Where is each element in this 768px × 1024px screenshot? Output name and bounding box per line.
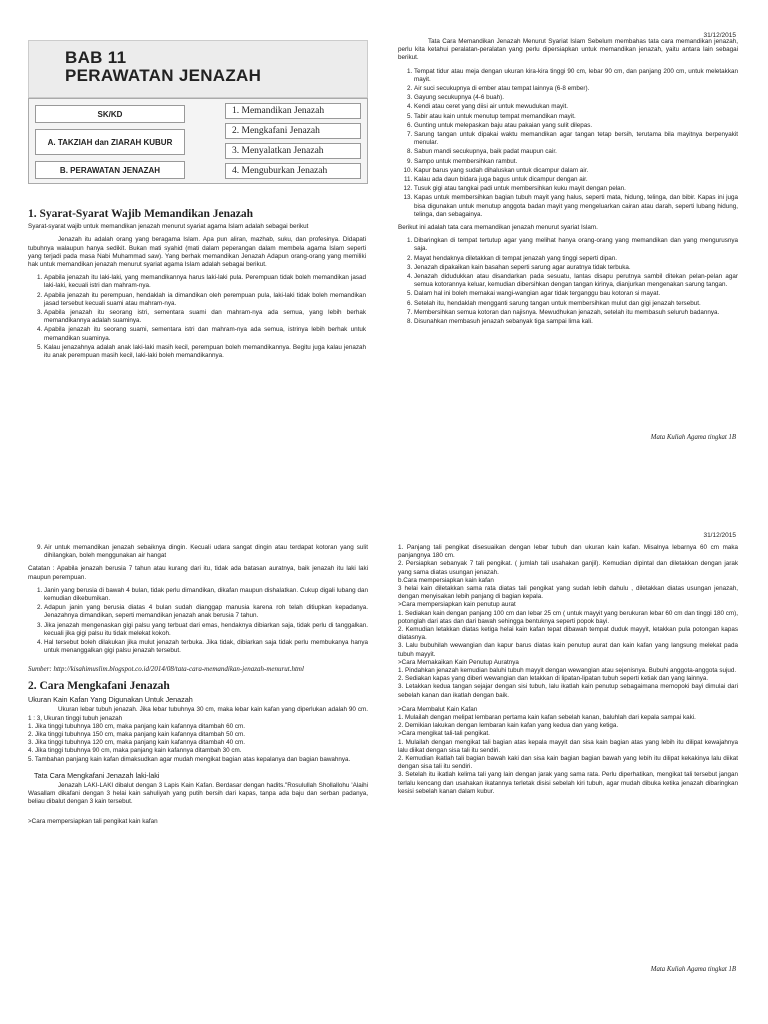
list-item: 10. Kapur barus yang sudah dihaluskan untuk dicampur dalam air. [414,167,738,175]
list-item: 3. Jenazah dipakaikan kain basahan seperti sarung agar auratnya tidak terbuka. [414,264,738,272]
text-line: >Cara mengikat tali-tali pengikat. [398,730,490,738]
text-line: 1. Panjang tali pengikat disesuaikan dengan lebar tubuh dan ukuran kain kafan. Misalnya lebarnya 60 cm maka panjangnya 180 cm. [398,544,738,560]
text-line: Ukuran lebar tubuh jenazah. Jika lebar tubuhnya 30 cm, maka lebar kain kafan yang diperlukan adalah 90 cm. 1 : 3, Ukuran tinggi tubuh jenazah [28,706,368,722]
list-item: 2. Air suci secukupnya di ember atau tempat lainnya (6-8 ember). [414,85,738,93]
procedure-list [398,237,738,326]
section-1-title: 1. Syarat-Syarat Wajib Memandikan Jenazah [28,208,254,220]
list-item: 1. Janin yang berusia di bawah 4 bulan, tidak perlu dimandikan, dikafan maupun dishalatkan. Cukup digali lubang dan kemudian dikebumikan. [44,587,368,603]
list-item: 9. Sampo untuk membersihkan rambut. [414,158,738,166]
left-bottom-note: >Cara mempersiapkan tali pengikat kain kafan [28,817,158,825]
text-line: 2. Sediakan kapas yang diberi wewangian dan letakkan di lipatan-lipatan tubuh seperti ketiak dan yang lainnya. [398,675,709,683]
page-footer: Mata Kuliah Agama tingkat 1B [650,966,736,973]
section-1-intro: Syarat-syarat wajib untuk memandikan jenazah menurut syariat agama Islam adalah sebagai berikut [28,223,309,231]
text-line: 3 helai kain diletakkan sama rata diatas tali pengikat yang sudah lebih dahulu , diletakkan diatas usungan jenazah, dengan menyisakan lebih panjang di bagian kepala. [398,585,738,601]
list-item: 5. Kalau jenazahnya adalah anak laki-laki masih kecil, perempuan boleh memandikannya. Begitu juga kalau jenazah itu anak perempuan masih kecil, laki-laki boleh memandikannya. [44,344,366,360]
list-item: 9. Air untuk memandikan jenazah sebaiknya dingin. Kecuali udara sangat dingin atau terdapat kotoran yang sulit dihilangkan, boleh menggunakan air hangat [44,544,368,560]
equipment-list [398,68,738,219]
text-line: >Cara mempersiapkan kain penutup aurat [398,601,516,609]
list-item: 1. Tempat tidur atau meja dengan ukuran kira-kira tinggi 90 cm, lebar 90 cm, dan panjang 200 cm, untuk meletakkan mayit. [414,68,738,84]
text-line: 2. Kemudian letakkan diatas ketiga helai kain kafan tepat dibawah tempat duduk mayyit, letakkan pula potongan kapas diatasnya. [398,626,738,642]
section-2-subtitle: Ukuran Kain Kafan Yang Digunakan Untuk Jenazah [28,695,193,705]
list-item: 8. Disunahkan membasuh jenazah sebanyak tiga sampai lima kali. [414,318,738,326]
text-line: 2. Kemudian ikatlah tali bagian bawah kaki dan sisa kain bagian bagian bawah yang lebih itu dilipat kekakinya lalu diikat dengan sisa tali itu sendiri. [398,755,738,771]
list-item: 6. Setelah itu, hendaklah mengganti sarung tangan untuk membersihkan mulut dan gigi jenazah tersebut. [414,300,738,308]
topic-1: 1. Memandikan Jenazah [225,103,361,119]
list-item: 7. Sarung tangan untuk dipakai waktu memandikan agar tangan tetap bersih, terutama bila mayitnya berpenyakit menular. [414,131,738,147]
section-2-paragraph: Jenazah LAKI-LAKI dibalut dengan 3 Lapis Kain Kafan. Berdasar dengan hadits."Rosulullah Shollallohu 'Alaihi Wasallam dikafani dengan 3 helai kain sahuliyah yang putih bersih dari kapas, tanpa ada baju dan serban padanya, beliau dibalut dengan 3 kain tersebut. [28,781,368,806]
list-item: 5. Tabir atau kain untuk menutup tempat memandikan mayit. [414,113,738,121]
chapter-title-box [28,40,368,98]
text-line: 2. Demikian lakukan dengan lembaran kain kafan yang kedua dan yang ketiga. [398,722,619,730]
text-line: 1. Sediakan kain dengan panjang 100 cm dan lebar 25 cm ( untuk mayyit yang berukuran lebar 60 cm dan tinggi 180 cm), potonglah dari atas dan dari bawah sehingga bentuknya seperti popok bayi. [398,609,738,625]
source-label: Sumber: [28,665,52,674]
list-item: 4. Hal tersebut boleh dilakukan jika mulut jenazah terbuka. Jika tidak, dibiarkan saja tidak perlu membukanya hanya untuk menanggalkan gigi palsu jenazah tersebut. [44,639,368,655]
text-line: 3. Setelah itu ikatlah kelima tali yang lain dengan jarak yang sama rata. Perlu diperhatikan, mengikat tali tersebut jangan terlalu kencang dan usahakan ikatannya terletak disisi sebelah kiri tubuh, agar mudah dibuka ketika jenazah dibaringkan kesisi sebelah kanan dalam kubur. [398,771,738,795]
source-citation [28,665,368,674]
list-item: 7. Membersihkan semua kotoran dan najisnya. Mewudhukan jenazah, setelah itu membasuh seluruh badannya. [414,309,738,317]
sk-kd-label: SK/KD [35,105,185,123]
list-item: 12. Tusuk gigi atau tangkai padi untuk membersihkan kuku mayit dengan pelan. [414,185,738,193]
text-line: 5. Tambahan panjang kain kafan dimaksudkan agar mudah mengikat bagian atas kepalanya dan bagian bawahnya. [28,755,351,763]
procedure-intro: Berikut ini adalah tata cara memandikan jenazah menurut syariat Islam. [398,224,598,232]
competency-map [28,98,368,184]
text-line: 3. Letakkan kedua tangan sejajar dengan sisi tubuh, lalu ikatlah kain penutup sebagaimana memopoki bayi dimulai dari sebelah kanan dan ikatlah dengan baik. [398,683,738,699]
section-1-list [28,274,366,360]
sk-item-a: A. TAKZIAH dan ZIARAH KUBUR [35,129,185,155]
page1-right-column [398,38,738,331]
chapter-title: PERAWATAN JENAZAH [65,66,262,85]
list-item: 2. Mayat hendaknya diletakkan di tempat jenazah yang tinggi seperti dipan. [414,255,738,263]
note-text: Catatan : Apabila jenazah berusia 7 tahun atau kurang dari itu, tidak ada batasan auratnya, baik jenazah itu laki laki maupun perempuan. [28,565,368,581]
text-line: 3. Jika tinggi tubuhnya 120 cm, maka panjang kain kafannya ditambah 40 cm. [28,739,246,747]
text-line: b.Cara mempersiapkan kain kafan [398,576,494,584]
document-page-2 [0,512,768,1024]
text-line: 1. Pindahkan jenazah kemudian baluhi tubuh mayyit dengan wewangian atau sejenisnya. Bubuhi anggota-anggota sujud. [398,667,737,675]
list-item: 4. Jenazah didudukkan atau disandarkan pada sesuatu, lantas disapu perutnya sambil ditekan pelan-pelan agar semua kotorannya keluar, kemudian dibersihkan dengan tangan kirinya, dianjurkan mengenakan sarung tangan. [414,273,738,289]
page-date: 31/12/2015 [703,532,736,539]
text-line: 4. Jika tinggi tubuhnya 90 cm, maka panjang kain kafannya ditambah 30 cm. [28,747,242,755]
equipment-intro: Tata Cara Memandikan Jenazah Menurut Syariat Islam Sebelum membahas tata cara memandikan jenazah, perlu kita ketahui peralatan-peralatan yang perlu dipersiapkan untuk memandikan jenazah, yaitu antara lain sebagai berikut. [398,38,738,62]
list-item: 6. Gunting untuk melepaskan baju atau pakaian yang sulit dilepas. [414,122,738,130]
page-date: 31/12/2015 [703,32,736,39]
page2-right-column [398,544,738,796]
list-item: 4. Apabila jenazah itu seorang suami, sementara istri dan mahram-nya ada semua, istrinya lebih berhak untuk memandikan suaminya. [44,326,366,342]
list-item: 3. Gayung secukupnya (4-6 buah). [414,94,738,102]
page-footer: Mata Kuliah Agama tingkat 1B [650,434,736,441]
text-line: 2. Persiapkan sebanyak 7 tali pengikat. ( jumlah tali usahakan ganjil). Kemudian dipintal dan diletakkan dengan jarak yang sama diatas usungan jenazah. [398,560,738,576]
sk-item-b: B. PERAWATAN JENAZAH [35,161,185,179]
list-item: 8. Sabun mandi secukupnya, baik padat maupun cair. [414,148,738,156]
section-2-subtitle-2: Tata Cara Mengkafani Jenazah laki-laki [34,770,160,780]
section-1-paragraph: Jenazah itu adalah orang yang beragama Islam. Apa pun aliran, mazhab, suku, dan profesinya. Didapati tubuhnya walaupun hanya sedikit. Bukan mati syahid (mati dalam peperangan dalam membela agama Islam seperti yang terjadi pada masa Nabi Muhammad saw). Yang berhak memandikan Jenazah Adapun orang-orang yang memiliki hak untuk memandikan jenazah menurut syariat agama Islam adalah sebagai berikut. [28,236,366,269]
text-line: 3. Lalu bubuhilah wewangian dan kapur barus diatas kain penutup aurat dan kain kafan yang langsung melekat pada tubuh mayyit. [398,642,738,658]
topic-3: 3. Menyalatkan Jenazah [225,143,361,159]
list-item: 2. Adapun janin yang berusia diatas 4 bulan sudah dianggap manusia karena roh telah ditiupkan kepadanya. Jenazahnya dimandikan, seperti memandikan jenazah anak berusia 7 tahun. [44,604,368,620]
chapter-number: BAB 11 [65,48,127,67]
list-item: 5. Dalam hal ini boleh memakai wangi-wangian agar tidak terganggu bau kotoran si mayat. [414,290,738,298]
list-item: 3. Apabila jenazah itu seorang istri, sementara suami dan mahram-nya ada semua, yang lebih berhak memandikannya adalah suaminya. [44,309,366,325]
text-line: >Cara Membalut Kain Kafan [398,705,478,713]
list-item: 3. Jika jenazah mengenaskan gigi palsu yang terbuat dari emas, hendaknya dibiarkan saja, tidak perlu di tanggalkan. kecuali jika gigi palsu itu tidak melekat kokoh. [44,622,368,638]
text-line: 1. Mulailah dengan melipat lembaran pertama kain kafan sebelah kanan, baluhlah dari kepala sampai kaki. [398,714,696,722]
list-item: 11. Kalau ada daun bidara juga bagus untuk dicampur dengan air. [414,176,738,184]
list-item: 4. Kendi atau ceret yang diisi air untuk mewudukan mayit. [414,103,738,111]
text-line: >Cara Memakaikan Kain Penutup Auratnya [398,658,519,666]
topic-2: 2. Mengkafani Jenazah [225,123,361,139]
continued-list [28,544,368,560]
list-item: 1. Apabila jenazah itu laki-laki, yang memandikannya harus laki-laki pula. Perempuan tidak boleh memandikan jasad laki-laki, kecuali istri dan mahram-nya. [44,274,366,290]
list-item: 2. Apabila jenazah itu perempuan, hendaklah ia dimandikan oleh perempuan pula, laki-laki tidak boleh memandikan jasad tersebut kecuali suami atau mahram-nya. [44,292,366,308]
text-line: 1. Jika tinggi tubuhnya 180 cm, maka panjang kain kafannya ditambah 60 cm. [28,722,246,730]
janin-list [28,587,368,656]
page2-left-column [28,544,368,826]
list-item: 13. Kapas untuk membersihkan bagian tubuh mayit yang halus, seperti mata, hidung, telinga, dan bibir. Kapas ini juga bisa digunakan untuk menutup anggota badan mayit yang mengeluarkan cairan atau darah, seperti lubang hidung, telinga, dan sebagainya. [414,194,738,219]
text-line: 1. Mulailah dengan mengikat tali bagian atas kepala mayyit dan sisa kain bagian atas yang lebih itu dilipat kewajahnya lalu diikat dengan sisa tali itu sendiri. [398,738,738,754]
list-item: 1. Dibaringkan di tempat tertutup agar yang melihat hanya orang-orang yang memandikan dan yang mengurusnya saja. [414,237,738,253]
page1-left-column [28,210,366,365]
source-url[interactable]: http://kisahimuslim.blogspot.co.id/2014/08/tata-cara-memandikan-jenazah-menurut.html [53,665,304,674]
topic-4: 4. Menguburkan Jenazah [225,163,361,179]
section-2-title: 2. Cara Mengkafani Jenazah [28,679,170,692]
text-line: 2. Jika tinggi tubuhnya 150 cm, maka panjang kain kafannya ditambah 50 cm. [28,730,246,738]
